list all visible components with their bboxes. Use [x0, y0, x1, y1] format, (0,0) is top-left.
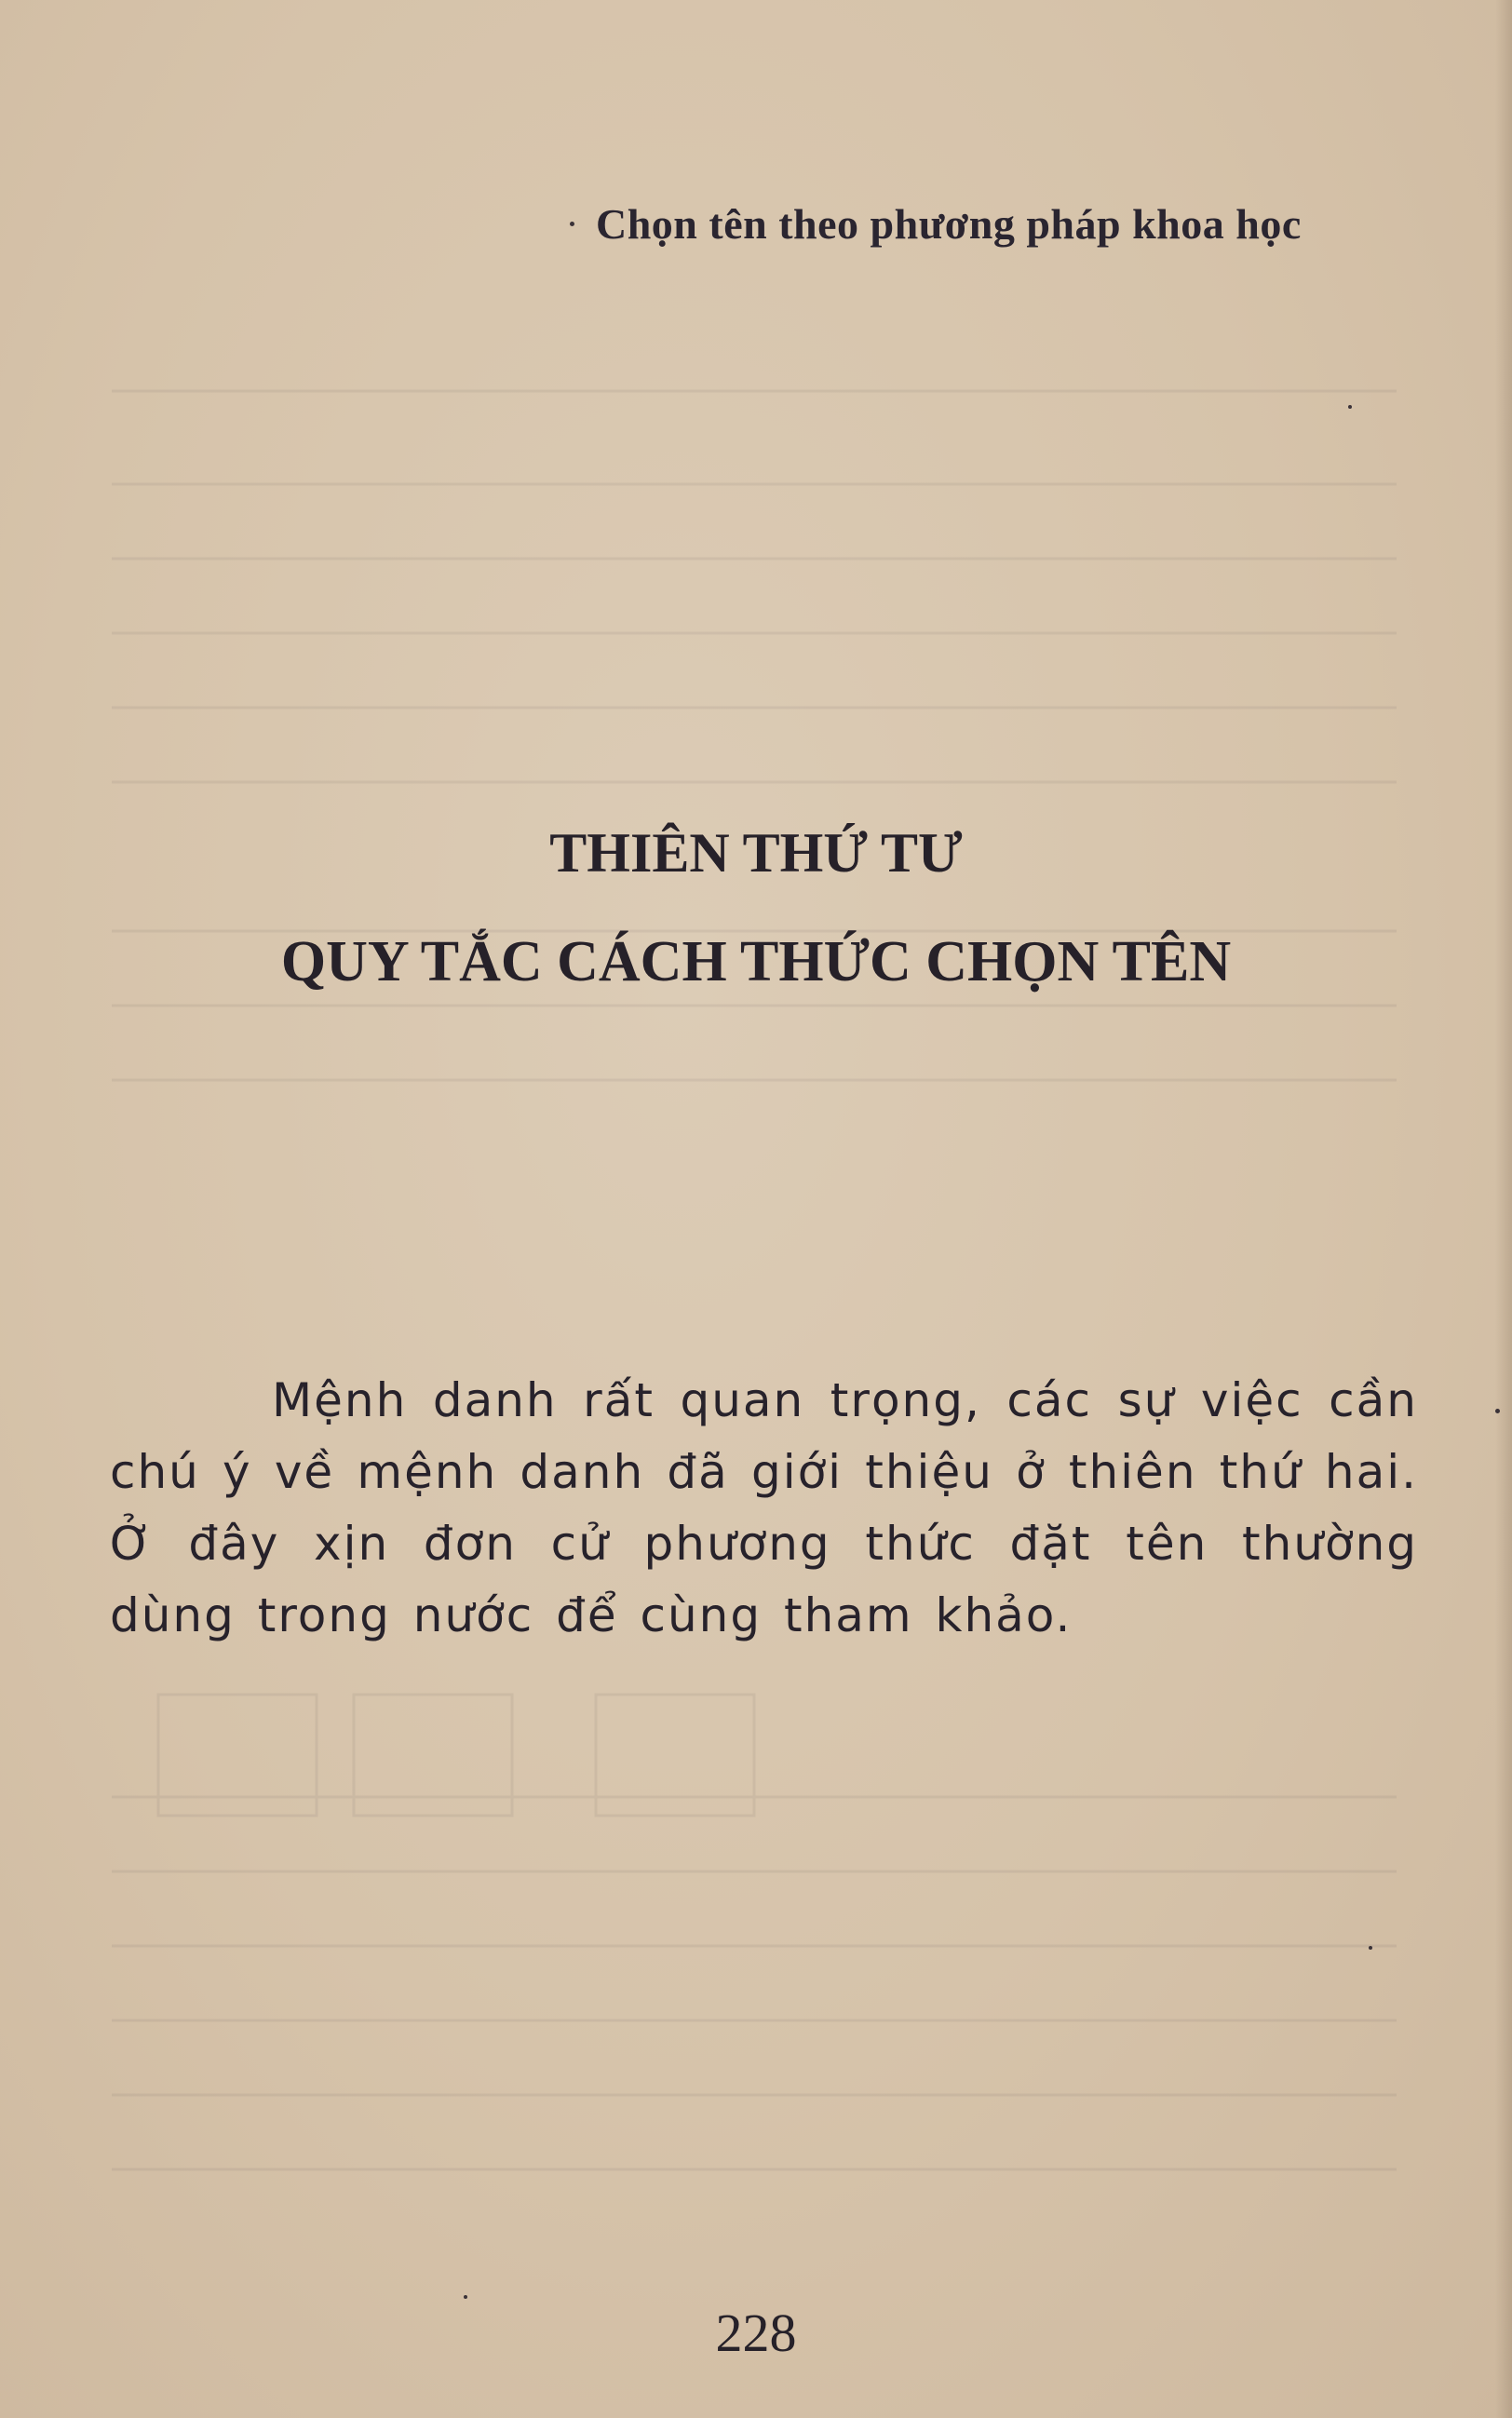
ink-speck	[570, 222, 574, 226]
ink-speck	[464, 2295, 467, 2299]
ink-speck	[1495, 1409, 1500, 1413]
page-number: 228	[715, 2303, 797, 2363]
ink-speck	[1369, 1946, 1372, 1950]
chapter-title: QUY TẮC CÁCH THỨC CHỌN TÊN	[280, 930, 1232, 993]
page-edge-shadow	[1495, 0, 1512, 2418]
running-header: Chọn tên theo phương pháp khoa học	[596, 200, 1302, 248]
ink-speck	[1348, 405, 1352, 409]
body-paragraph: Mệnh danh rất quan trọng, các sự việc cần chú ý về mệnh danh đã giới thiệu ở thiên thứ hai. Ở đây xịn đơn cử phương thức đặt tên thường dùng trong nước để cùng tham khảo.	[110, 1373, 1418, 1642]
chapter-number-title: THIÊN THỨ TƯ	[549, 822, 963, 884]
